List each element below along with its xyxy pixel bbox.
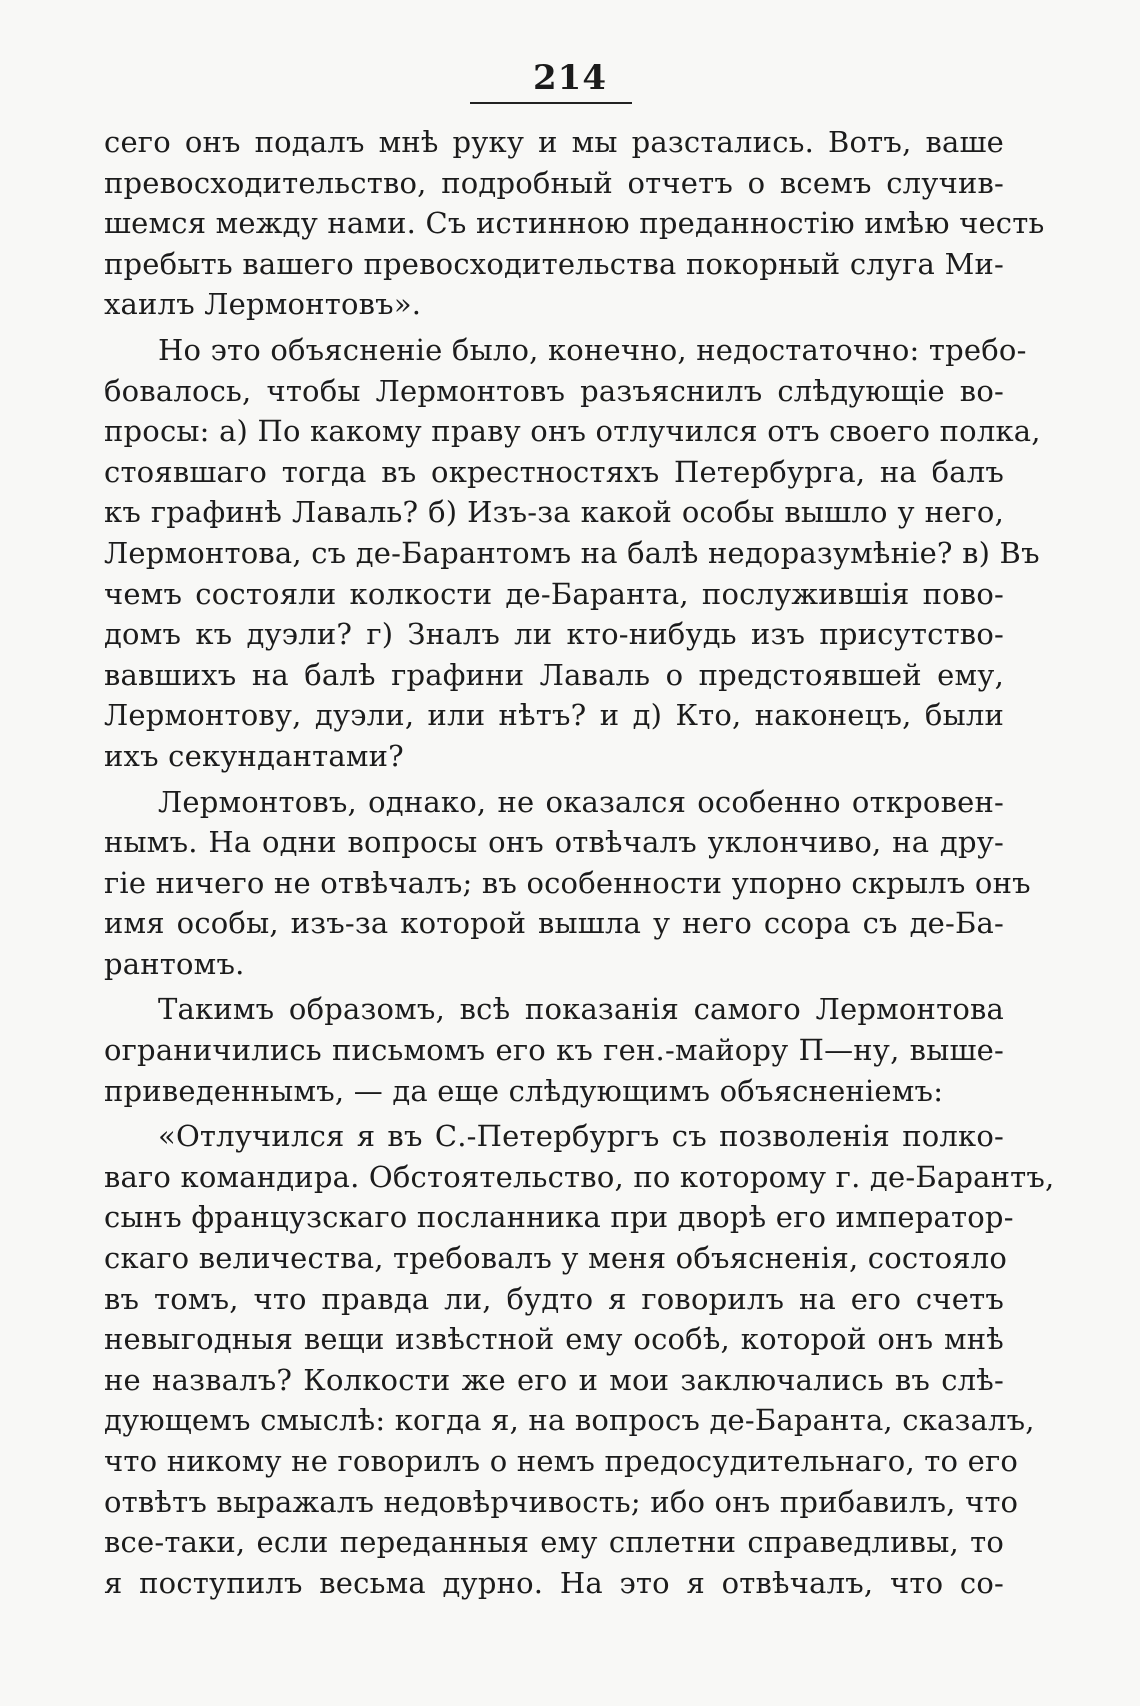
text-line: Такимъ образомъ, всѣ показанія самого Лермонтова	[158, 992, 1004, 1027]
text-line: Лермонтова, съ де-Барантомъ на балѣ недоразумѣніе? в) Въ	[104, 535, 1040, 570]
text-line: пребыть вашего превосходительства покорный слуга Ми-	[104, 246, 1004, 281]
text-line: просы: а) По какому праву онъ отлучился отъ своего полка,	[104, 414, 1041, 449]
text-line: бовалось, чтобы Лермонтовъ разъяснилъ слѣдующіе во-	[104, 373, 1004, 408]
text-line: рантомъ.	[104, 946, 245, 981]
text-line: стоявшаго тогда въ окрестностяхъ Петербурга, на балъ	[104, 454, 1004, 489]
text-line: ваго командира. Обстоятельство, по которому г. де-Барантъ,	[104, 1159, 1055, 1194]
text-line: сынъ французскаго посланника при дворѣ его император-	[104, 1200, 1014, 1235]
text-line: отвѣтъ выражалъ недовѣрчивость; ибо онъ прибавилъ, что	[104, 1484, 1019, 1519]
text-line: домъ къ дуэли? г) Зналъ ли кто-нибудь изъ присутство-	[104, 617, 1004, 652]
text-line: сего онъ подалъ мнѣ руку и мы разстались. Вотъ, ваше	[104, 125, 1004, 159]
text-line: Лермонтовъ, однако, не оказался особенно откровен-	[158, 784, 1004, 819]
text-line: въ томъ, что правда ли, будто я говорилъ на его счетъ	[104, 1281, 1004, 1316]
text-line: невыгодныя вещи извѣстной ему особѣ, которой онъ мнѣ	[104, 1322, 1004, 1357]
text-line: Лермонтову, дуэли, или нѣтъ? и д) Кто, наконецъ, были	[104, 698, 1004, 733]
text-line: «Отлучился я въ С.-Петербургъ съ позволенія полко-	[158, 1119, 1004, 1154]
page-number-rule	[470, 102, 632, 104]
text-line: шемся между нами. Съ истинною преданностію имѣю честь	[104, 206, 1045, 241]
text-line: нымъ. На одни вопросы онъ отвѣчалъ уклончиво, на дру-	[104, 825, 1004, 860]
text-line: къ графинѣ Лаваль? б) Изъ-за какой особы вышло у него,	[104, 495, 1004, 530]
text-line: превосходительство, подробный отчетъ о всемъ случив-	[104, 165, 1004, 200]
text-line: все-таки, если переданныя ему сплетни справедливы, то	[104, 1525, 1004, 1560]
text-line: дующемъ смыслѣ: когда я, на вопросъ де-Баранта, сказалъ,	[104, 1403, 1035, 1438]
text-line: ихъ секундантами?	[104, 738, 404, 773]
text-line: вавшихъ на балѣ графини Лаваль о предстоявшей ему,	[104, 657, 1004, 692]
text-line: скаго величества, требовалъ у меня объясненія, состояло	[104, 1241, 1008, 1276]
text-line: гіе ничего не отвѣчалъ; въ особенности упорно скрылъ онъ	[104, 865, 1031, 900]
page-number: 214	[533, 58, 607, 98]
text-line: чемъ состояли колкости де-Баранта, послужившія пово-	[104, 576, 1004, 611]
text-line: ограничились письмомъ его къ ген.-майору П—ну, выше-	[104, 1033, 1004, 1068]
text-line: Но это объясненіе было, конечно, недостаточно: требо-	[158, 332, 1027, 367]
text-line: что никому не говорилъ о немъ предосудительнаго, то его	[104, 1444, 1019, 1478]
body-text	[104, 122, 1055, 1603]
text-line: я поступилъ весьма дурно. На это я отвѣчалъ, что со-	[104, 1565, 1004, 1600]
text-line: имя особы, изъ-за которой вышла у него ссора съ де-Ба-	[104, 906, 1004, 941]
text-line: не назвалъ? Колкости же его и мои заключались въ слѣ-	[104, 1362, 1004, 1397]
text-line: хаилъ Лермонтовъ».	[104, 287, 422, 322]
text-line: приведеннымъ, — да еще слѣдующимъ объясненіемъ:	[104, 1073, 944, 1108]
